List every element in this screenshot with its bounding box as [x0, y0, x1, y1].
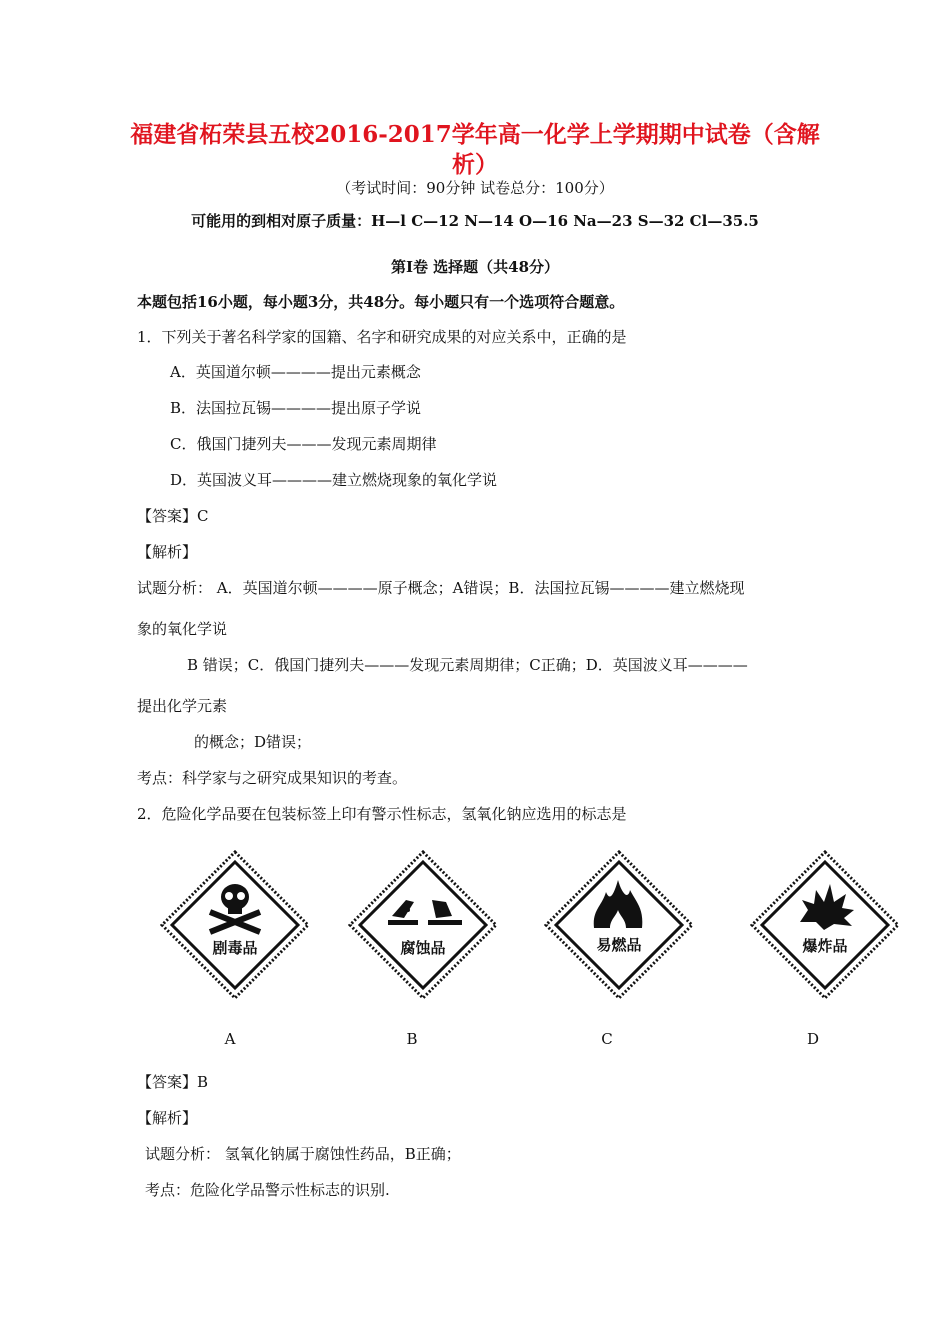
q1-option-b: B．法国拉瓦锡————提出原子学说: [170, 399, 422, 417]
sign-label: 易燃品: [596, 936, 642, 954]
sign-label: 爆炸品: [802, 937, 848, 955]
q1-analysis-label: 【解析】: [137, 543, 198, 561]
q2-analysis: 试题分析： 氢氧化钠属于腐蚀性药品，B正确；: [145, 1145, 461, 1163]
document-title: 福建省柘荣县五校2016-2017学年高一化学上学期期中试卷（含解析）: [130, 121, 820, 178]
q1-keypoint: 考点：科学家与之研究成果知识的考查。: [137, 769, 408, 787]
option-letter: B: [406, 1030, 418, 1048]
q2-keypoint: 考点：危险化学品警示性标志的识别.: [145, 1181, 390, 1199]
q1-analysis-line: 试题分析： A．英国道尔顿————原子概念；A错误；B．法国拉瓦锡————建立燃烧现: [137, 579, 745, 597]
option-letter: D: [806, 1030, 820, 1048]
flammable-sign-icon: [544, 850, 694, 1000]
corrosive-sign-icon: [348, 850, 498, 1000]
section-instructions: 本题包括16小题，每小题3分，共48分。每小题只有一个选项符合题意。: [137, 293, 625, 311]
q1-stem: 1．下列关于著名科学家的国籍、名字和研究成果的对应关系中，正确的是: [137, 328, 627, 346]
option-letter: A: [224, 1030, 236, 1048]
q1-answer: 【答案】C: [137, 507, 209, 525]
toxic-sign-icon: [160, 850, 310, 1000]
q2-answer: 【答案】B: [137, 1073, 209, 1091]
q1-analysis-line: B 错误；C．俄国门捷列夫———发现元素周期律；C正确；D．英国波义耳————: [187, 656, 748, 674]
option-letter: C: [601, 1030, 613, 1048]
q1-option-d: D．英国波义耳————建立燃烧现象的氧化学说: [170, 471, 498, 489]
q2-analysis-label: 【解析】: [137, 1109, 198, 1127]
exam-info: （考试时间：90分钟 试卷总分：100分）: [336, 179, 614, 197]
sign-label: 剧毒品: [212, 939, 258, 957]
q1-option-a: A．英国道尔顿————提出元素概念: [170, 363, 421, 381]
explosive-sign-icon: [750, 850, 900, 1000]
section-heading: 第Ⅰ卷 选择题（共48分）: [390, 258, 560, 276]
q1-option-c: C．俄国门捷列夫———发现元素周期律: [170, 435, 437, 453]
q1-analysis-line: 的概念；D错误；: [194, 733, 312, 751]
q2-stem: 2．危险化学品要在包装标签上印有警示性标志，氢氧化钠应选用的标志是: [137, 805, 627, 823]
atomic-masses: 可能用的到相对原子质量：H—l C—12 N—14 O—16 Na—23 S—32 Cl—35.5: [191, 212, 759, 230]
sign-label: 腐蚀品: [400, 939, 446, 957]
q1-analysis-line: 象的氧化学说: [137, 620, 228, 638]
q1-analysis-line: 提出化学元素: [137, 697, 228, 715]
